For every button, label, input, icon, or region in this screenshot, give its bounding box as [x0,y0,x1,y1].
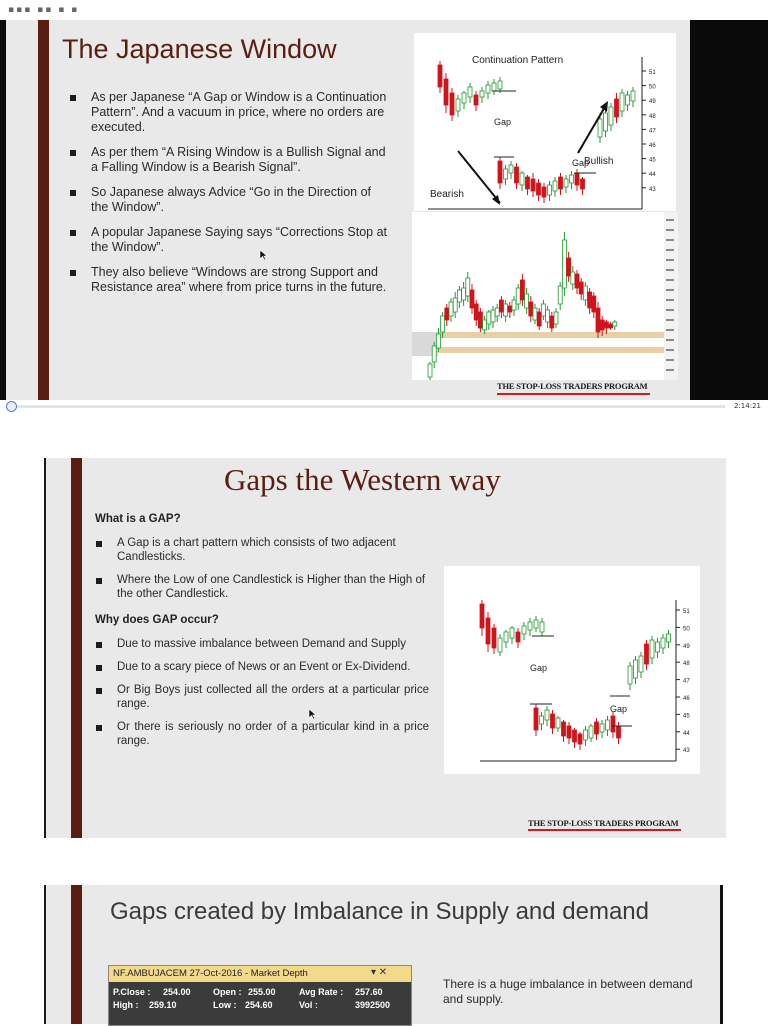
bearish-candle [604,322,608,328]
bullish-candle [512,300,516,310]
continuation-pattern-svg [414,33,676,211]
bullish-candle [639,656,643,672]
bullish-candle [491,310,495,322]
bearish-candle [596,308,600,332]
bearish-candle [592,296,596,312]
bullish-candle [661,638,665,648]
bullish-candle [650,640,654,658]
bullish-candle [486,85,490,93]
bullish-candle [449,302,453,316]
arrow-head-icon [492,195,500,205]
bullish-candle [456,99,460,111]
video-time: 2:14:21 [734,402,761,410]
bearish-candle [498,161,502,183]
bearish-candle [600,320,604,330]
price-candles [428,232,617,380]
bullet-item: Where the Low of one Candlestick is Higher than the High of the other Candlestick. [93,573,429,601]
bullish-candle [432,346,436,362]
bearish-candle [478,312,482,328]
mouse-cursor-icon [259,249,268,261]
right-letterbox [690,20,768,400]
bearish-candle [450,93,454,115]
bullish-candle [626,95,630,105]
western-gap-svg [444,566,700,774]
bullet-square-icon [96,665,102,671]
bullish-candle [628,666,632,684]
bearish-candle [537,312,541,326]
bullet-item: As per Japanese “A Gap or Window is a Continuation Pattern”. And a vacuum in price, where no orders are executed. [67,90,387,135]
bullet-square-icon [70,270,76,276]
bearish-candle [567,726,571,738]
bullet-item: They also believe “Windows are strong Support and Resistance area” where from price turns in the future. [67,265,387,295]
support-zone [412,347,664,353]
bullet-square-icon [96,541,102,547]
bullish-candle [589,726,593,738]
continuation-pattern-chart [414,33,676,211]
volume-label: Vol : [299,1000,318,1010]
high-label: High : [113,1000,139,1010]
bullish-candle [606,720,610,730]
bullish-candle [462,93,466,103]
bearish-candle [526,177,530,189]
question-heading: Why does GAP occur? [95,614,219,626]
bullish-candle [520,173,524,185]
bullish-candle [564,179,568,187]
bearish-candle [567,258,571,276]
bullish-candle [466,278,470,296]
bullish-candle [562,240,566,288]
bearish-candle [474,95,478,105]
price-chart-screenshot [412,212,678,380]
bullet-item: A Gap is a chart pattern which consists of two adjacent Candlesticks. [93,536,429,564]
bullet-square-icon [96,578,102,584]
bullish-candle [667,634,671,642]
bullish-candle [548,185,552,195]
bullish-candle [498,81,502,89]
bullet-item: So Japanese always Advice “Go in the Direction of the Window”. [67,185,387,215]
bullish-candle [634,660,638,678]
low-value: 254.60 [245,1000,273,1010]
bullish-candle [533,308,537,320]
axis-tick-label: 51 [649,70,656,76]
slide-3-right-edge [720,885,723,1024]
bearish-candle [645,644,649,664]
bullish-candle [516,288,520,304]
bullish-candle [584,730,588,740]
slide-1-bullet-list [67,90,387,305]
bullet-square-icon [70,190,76,196]
open-label: Open : [213,987,242,997]
axis-tick-label: 43 [649,186,656,193]
axis-tick-label: 46 [649,143,656,149]
y-axis-ticks [642,70,656,193]
gap-causes-list [93,637,429,757]
bullish-candle [656,642,660,652]
bullet-item: As per them “A Rising Window is a Bullish Signal and a Falling Window is a Bearish Signal”. [67,145,387,175]
progress-handle[interactable] [6,401,17,412]
bearish-candle [486,618,490,644]
bearish-candle [537,183,541,195]
candles-upper-left [480,600,544,656]
avg-rate-label: Avg Rate : [299,987,344,997]
axis-tick-label: 48 [649,113,656,120]
axis-tick-label: 45 [683,713,690,720]
bullish-candle [495,308,499,316]
bearish-candle [534,708,538,730]
axis-tick-label: 45 [649,157,656,164]
bearish-candle [573,730,577,742]
bearish-candle [595,722,599,734]
bullish-candle [441,316,445,332]
candles-upper-right [598,87,635,143]
bullet-item: Due to massive imbalance between Demand and Supply [93,637,429,651]
gap-definition-list [93,536,429,610]
bullish-candle [509,165,513,173]
program-footer: THE STOP-LOSS TRADERS PROGRAM [528,818,679,828]
slide-3-description: There is a huge imbalance in between demand and supply. [443,977,693,1006]
axis-tick-label: 43 [683,748,690,755]
bullish-candle [541,304,545,316]
bullish-candle [609,107,613,125]
bullish-candle [554,312,558,324]
bearish-candle [474,304,478,320]
avg-rate-value: 257.60 [355,987,383,997]
window-controls[interactable]: ▾ ✕ [371,967,388,978]
high-value: 259.10 [149,1000,177,1010]
bullet-item: Or there is seriously no order of a particular kind in a price range. [93,720,429,748]
bullish-candle [510,628,514,638]
bearish-candle [609,324,613,328]
axis-tick-label: 44 [683,730,690,737]
market-depth-window[interactable] [108,965,412,1026]
bullish-candle [462,288,466,300]
slide-1-video-frame [0,0,768,420]
bearish-candle [529,302,533,316]
bullish-candle [604,113,608,131]
slide-2-accent-bar [71,458,82,838]
bullet-square-icon [70,230,76,236]
bullish-candle [487,312,491,324]
bearish-candle [579,282,583,294]
support-zone [412,332,664,338]
bullish-candle [540,716,544,724]
bullish-candle [504,304,508,316]
axis-tick-label: 50 [683,626,690,633]
candles-bottom [534,704,621,750]
bullet-square-icon [70,95,76,101]
gap-label: Gap [572,158,590,168]
bullish-candle [571,272,575,284]
bullish-candle [492,83,496,91]
bearish-arrow [458,151,500,203]
bullish-candle [457,290,461,302]
bullet-square-icon [96,642,102,648]
mouse-cursor-icon [308,708,317,720]
axis-tick-label: 49 [683,643,690,650]
slide-1-title: The Japanese Window [62,34,337,64]
price-scale-strip [664,212,678,380]
bearish-label: Bearish [430,189,464,200]
axis-tick-label: 47 [683,678,690,685]
bullish-candle [613,322,617,326]
bullish-candle [428,364,432,377]
bearish-candle [578,734,582,744]
video-progress-bar[interactable] [10,405,725,408]
slide-1-accent-bar [38,20,49,400]
slide-2-title: Gaps the Western way [224,462,501,497]
bullish-candle [546,310,550,322]
candles-upper-right [628,630,671,690]
question-heading: What is a GAP? [95,513,181,525]
bullish-candle [504,632,508,642]
footer-underline [497,393,650,395]
bearish-candle [550,316,554,328]
bearish-candle [520,280,524,300]
bullish-candle [522,626,526,634]
bullish-candle [631,91,635,101]
bullet-square-icon [96,725,102,731]
bullish-candle [558,286,562,304]
bearish-candle [551,714,555,728]
bearish-candle [559,177,563,189]
bullish-candle [583,286,587,300]
gap-label: Gap [610,704,628,714]
bullish-candle [480,91,484,97]
bearish-candle [445,308,449,320]
pclose-value: 254.00 [163,987,191,997]
bullish-candle [483,320,487,330]
bullish-candle [540,622,544,632]
market-depth-title: NF.AMBUJACEM 27-Oct-2016 - Market Depth [113,968,308,979]
volume-value: 3992500 [355,1000,391,1010]
bearish-candle [542,187,546,197]
bearish-candle [615,99,619,117]
bearish-candle [531,179,535,191]
axis-tick-label: 46 [683,696,690,702]
bearish-candle [470,290,474,308]
footer-underline [528,829,681,831]
axis-tick-label: 48 [683,661,690,668]
bullish-candle [598,119,602,137]
bullish-candle [453,298,457,312]
axis-tick-label: 50 [649,84,656,91]
bearish-candle [508,306,512,312]
bearish-candle [499,300,503,312]
bullish-candle [553,181,557,191]
bearish-candle [492,628,496,648]
bearish-candle [562,722,566,736]
program-footer: THE STOP-LOSS TRADERS PROGRAM [497,381,648,391]
bullish-candle [436,334,440,348]
bullish-candle [600,724,604,732]
bullet-item: Due to a scary piece of News or an Event or Ex-Dividend. [93,660,429,674]
bearish-candle [438,65,442,87]
bearish-candle [611,716,615,732]
bullish-candle [620,93,624,111]
bullish-candle [504,169,508,179]
bullish-candle [468,87,472,97]
open-value: 255.00 [248,987,276,997]
price-chart-svg [412,212,678,380]
bullish-label: Bullish [584,156,614,167]
bullet-square-icon [96,688,102,694]
gap-label: Gap [494,117,512,127]
gap-label: Gap [530,663,548,673]
bearish-candle [617,726,621,738]
bullet-item: A popular Japanese Saying says “Corrections Stop at the Window”. [67,225,387,255]
bearish-candle [480,604,484,628]
player-top-bar [0,0,768,20]
axis-tick-label: 51 [683,609,690,615]
low-label: Low : [213,1000,237,1010]
bearish-candle [515,167,519,183]
player-top-dots: ▪▪▪ ▪▪ ▪ ▪ [8,5,80,15]
axis-tick-label: 47 [649,128,656,135]
bearish-candle [516,632,520,642]
bullish-candle [545,710,549,720]
slide-3-accent-bar [71,885,82,1024]
bullish-candle [534,620,538,628]
western-gap-chart [444,566,700,774]
axis-tick-label: 49 [649,99,656,106]
bearish-candle [575,173,579,185]
bullet-item: Or Big Boys just collected all the orders at a particular price range. [93,683,429,711]
chart-title: Continuation Pattern [472,55,564,66]
bullish-candle [556,718,560,728]
bullish-candle [528,622,532,630]
bearish-candle [575,274,579,288]
axis-tick-label: 44 [649,172,656,179]
bullish-candle [498,638,502,652]
bullish-candle [570,175,574,183]
bullet-square-icon [70,150,76,156]
pclose-label: P.Close : [113,987,151,997]
bullish-candle [525,294,529,308]
slide-3-title: Gaps created by Imbalance in Supply and demand [110,898,650,925]
bearish-candle [581,179,585,189]
y-axis-ticks [676,609,690,754]
bearish-candle [588,292,592,308]
bearish-candle [444,79,448,105]
